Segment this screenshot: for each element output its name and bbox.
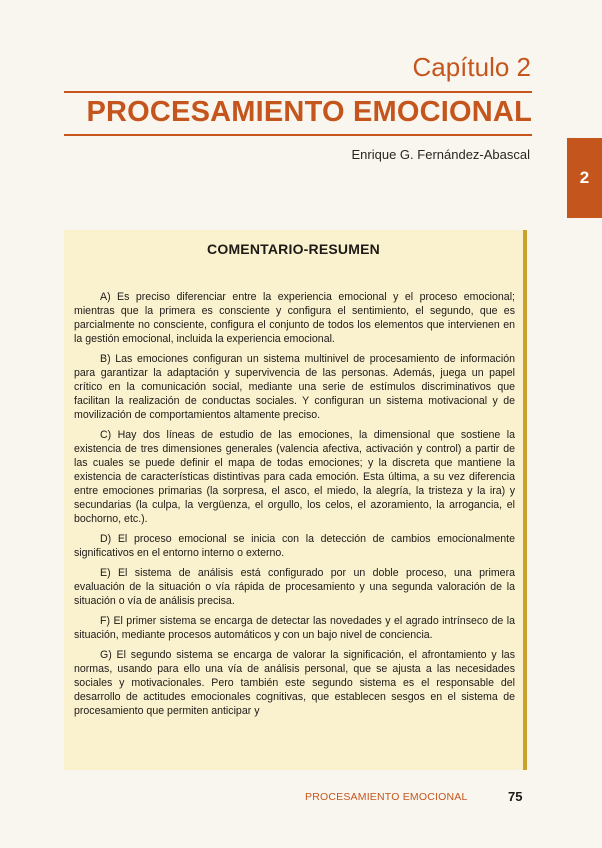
chapter-label: Capítulo 2 <box>412 52 531 82</box>
chapter-tab: 2 <box>567 138 602 218</box>
summary-body <box>74 290 515 724</box>
summary-paragraph-e: E) El sistema de análisis está configurado por un doble proceso, una primera evaluación de la situación o vía rápida de procesamiento y una segunda valoración de la situación o vía de análisis precisa. <box>74 567 515 607</box>
author-name: Enrique G. Fernández-Abascal <box>351 147 530 162</box>
summary-paragraph-a: A) Es preciso diferenciar entre la experiencia emocional y el proceso emocional; mientras que la primera es consciente y configura el sentimiento, el segundo, que es parcialmente no consciente, configura el conjunto de todos los elementos que intervienen en la gestión emocional, incluida la experiencia emocional. <box>74 291 515 345</box>
header-rule-bottom <box>64 134 532 136</box>
summary-paragraph-b: B) Las emociones configuran un sistema multinivel de procesamiento de información para garantizar la adaptación y supervivencia de las personas. Además, juega un papel crítico en la comunicación social, mediante una serie de estímulos discriminativos que facilitan la realización de conductas sociales. Y configuran un sistema motivacional y de movilización de comportamientos altamente preciso. <box>74 353 515 421</box>
running-footer-title: PROCESAMIENTO EMOCIONAL <box>305 791 468 803</box>
chapter-title: PROCESAMIENTO EMOCIONAL <box>86 96 532 128</box>
summary-box <box>64 230 527 770</box>
summary-heading: COMENTARIO-RESUMEN <box>207 241 380 257</box>
summary-paragraph-d: D) El proceso emocional se inicia con la detección de cambios emocionalmente significativos en el entorno interno o externo. <box>74 533 515 559</box>
summary-paragraph-c: C) Hay dos líneas de estudio de las emociones, la dimensional que sostiene la existencia de tres dimensiones generales (valencia afectiva, activación y control) a partir de las cuales se puede definir el mapa de todas emociones; y la discreta que mantiene la existencia de características distintivas para cada emoción. Esta última, a su vez diferencia entre emociones primarias (la sorpresa, el asco, el miedo, la alegría, la tristeza y la ira) y secundarias (la culpa, la vergüenza, el orgullo, los celos, el azoramiento, la arrogancia, el bochorno, etc.). <box>74 429 515 525</box>
summary-paragraph-g: G) El segundo sistema se encarga de valorar la significación, el afrontamiento y las normas, usando para ello una vía de análisis personal, que se ajusta a las necesidades sociales y motivacionales. Pero también este segundo sistema es el responsable del desarrollo de actitudes emocionales cognitivas, que establecen sesgos en el sistema de procesamiento que permiten anticipar y <box>74 649 515 717</box>
header-rule-top <box>64 91 532 93</box>
summary-paragraph-f: F) El primer sistema se encarga de detectar las novedades y el agrado intrínseco de la situación, mediante procesos automáticos y con un bajo nivel de conciencia. <box>74 615 515 641</box>
page-number: 75 <box>508 789 523 804</box>
